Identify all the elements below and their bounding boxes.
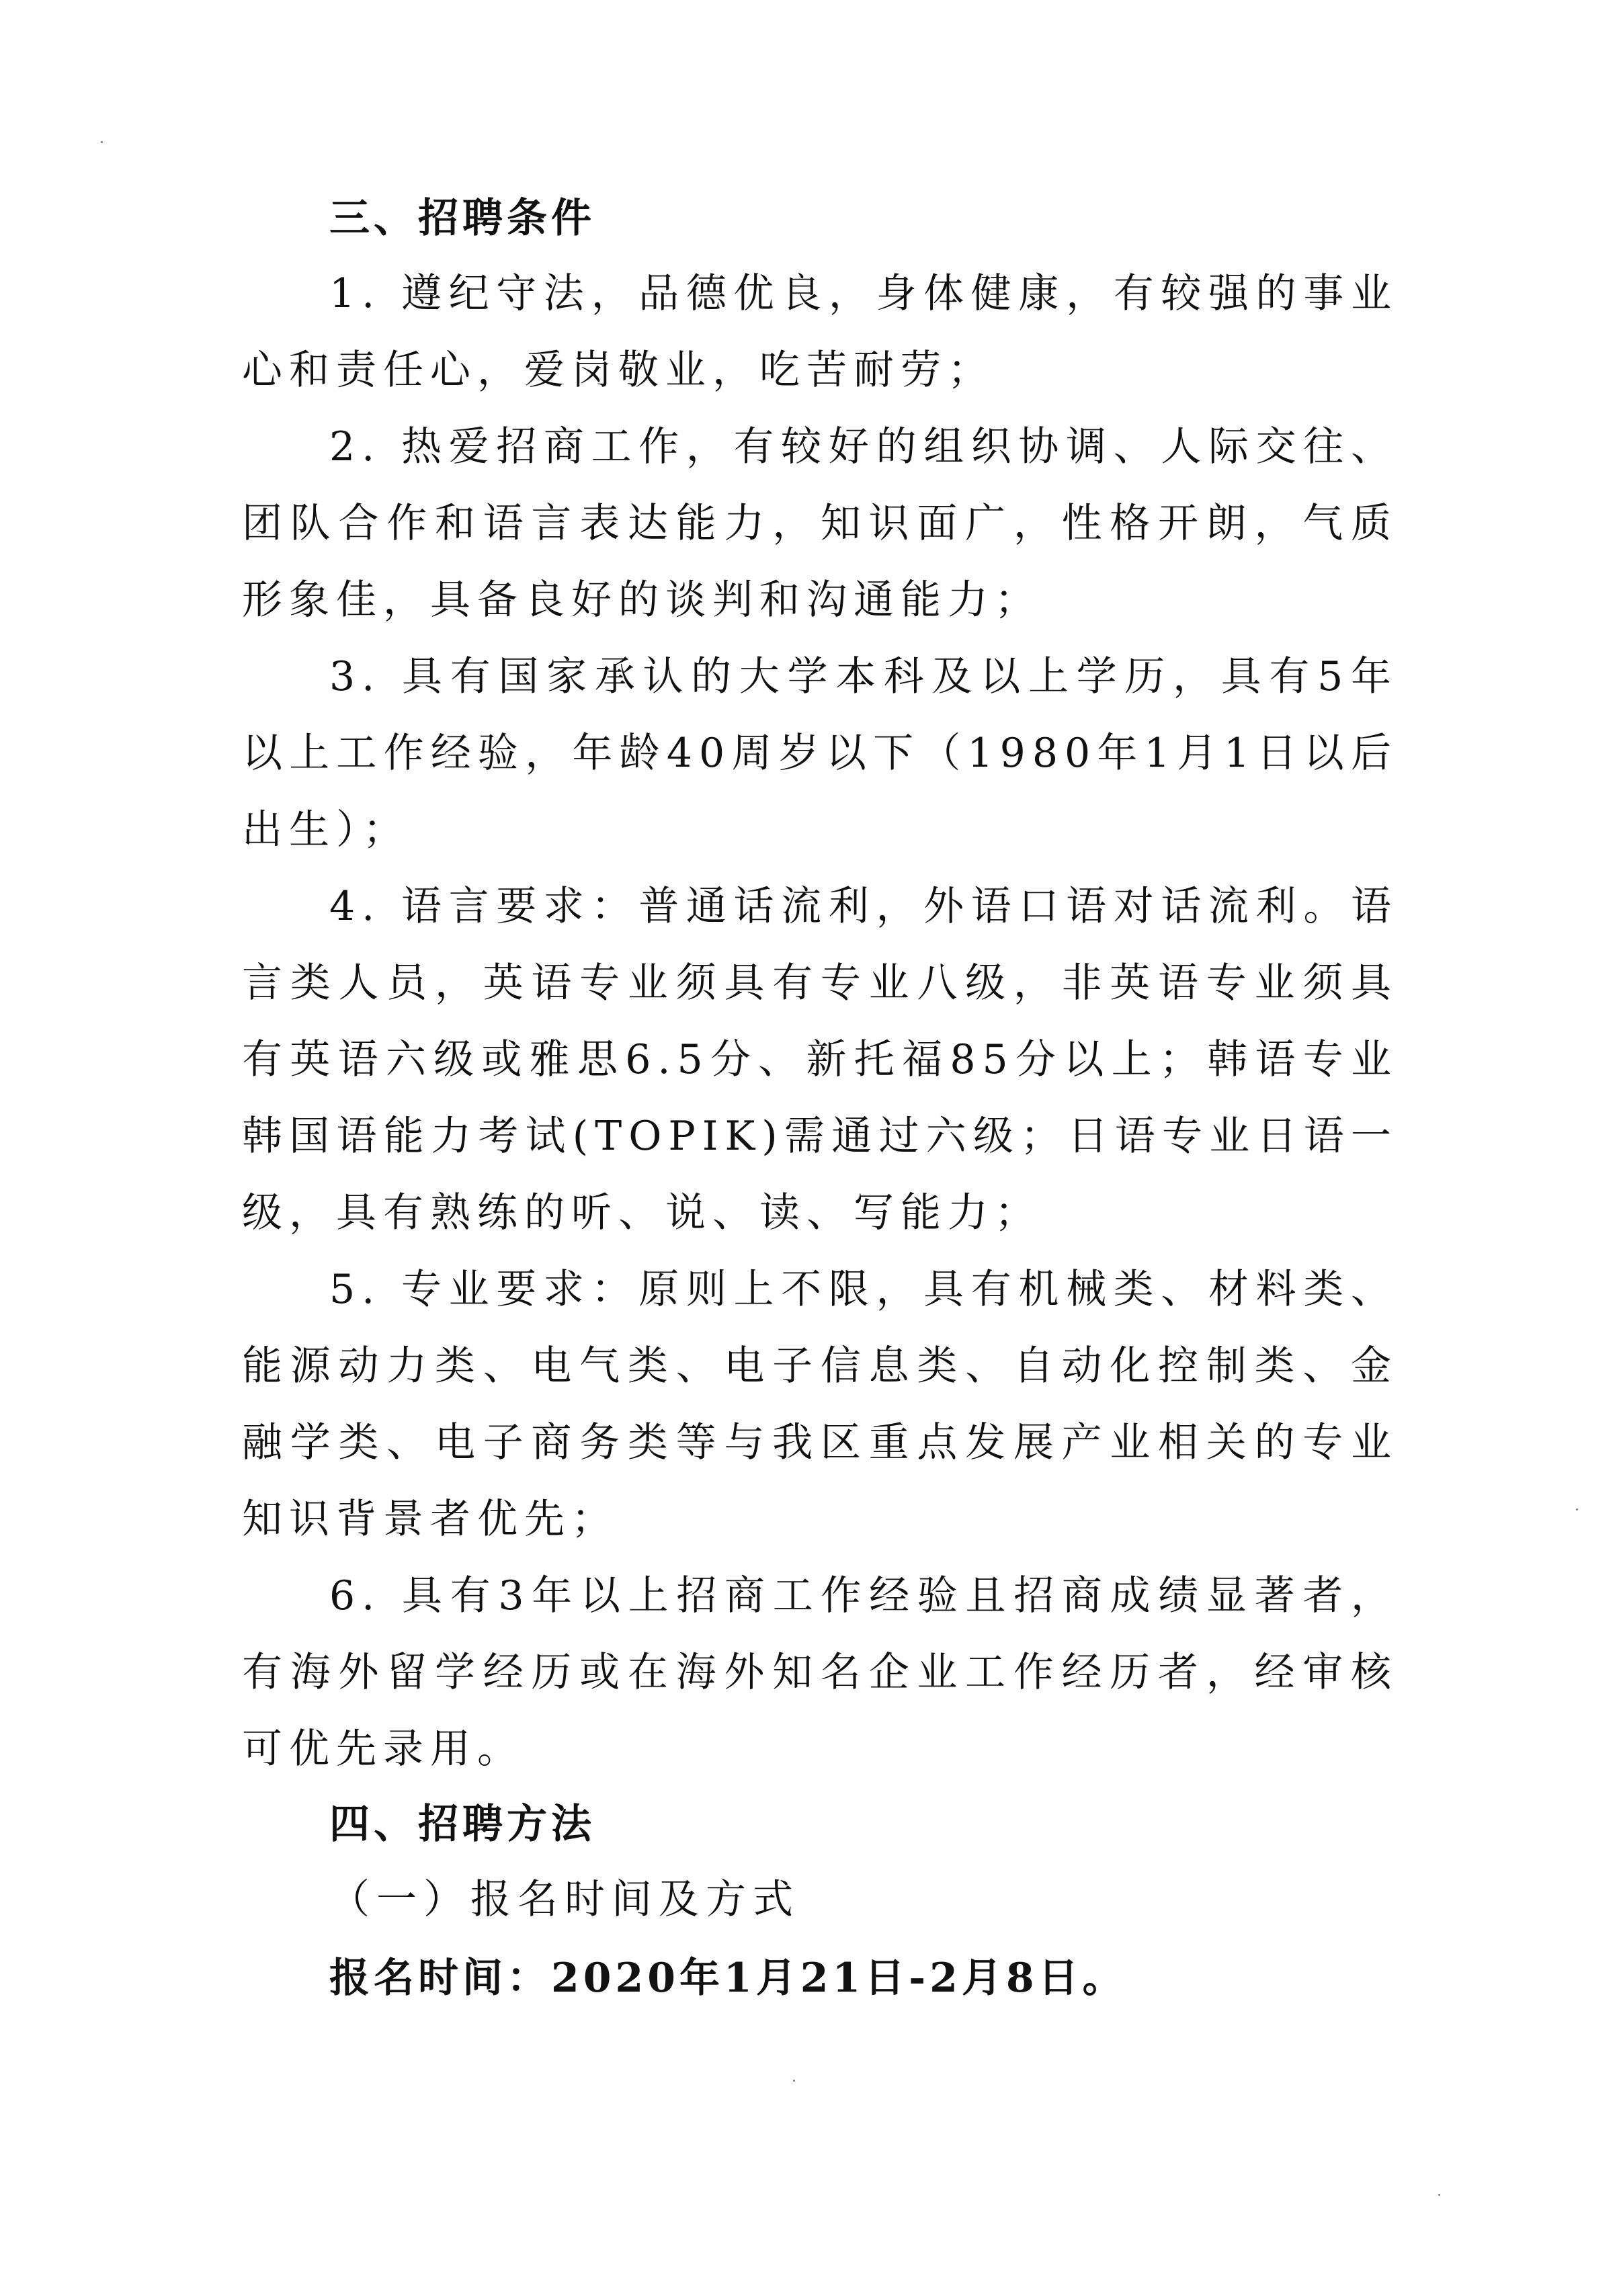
condition-item-6: 6. 具有3年以上招商工作经验且招商成绩显著者，有海外留学经历或在海外知名企业工作经历者，经审核可优先录用。 <box>242 1572 1398 1773</box>
section-heading-recruitment-method: 四、招聘方法 <box>329 1801 595 1848</box>
scan-speck <box>1576 1508 1578 1511</box>
document-body <box>242 181 1398 2018</box>
subheading-registration: （一）报名时间及方式 <box>329 1876 800 1923</box>
scan-speck <box>101 141 103 143</box>
scan-speck <box>1438 2194 1440 2196</box>
registration-time: 报名时间：2020年1月21日-2月8日。 <box>329 1955 1127 2002</box>
condition-item-1: 1. 遵纪守法，品德优良，身体健康，有较强的事业心和责任心，爱岗敬业，吃苦耐劳； <box>242 270 1398 394</box>
condition-item-4: 4. 语言要求：普通话流利，外语口语对话流利。语言类人员，英语专业须具有专业八级，非英语专业须具有英语六级或雅思6.5分、新托福85分以上；韩语专业韩国语能力考试(TOPIK)需通过六级；日语专业日语一级，具有熟练的听、说、读、写能力； <box>242 883 1398 1236</box>
condition-item-3: 3. 具有国家承认的大学本科及以上学历，具有5年以上工作经验，年龄40周岁以下（1980年1月1日以后出生）； <box>242 653 1398 853</box>
scan-speck <box>793 2080 795 2082</box>
condition-item-2: 2. 热爱招商工作，有较好的组织协调、人际交往、团队合作和语言表达能力，知识面广，性格开朗，气质形象佳，具备良好的谈判和沟通能力； <box>242 423 1398 624</box>
condition-item-5: 5. 专业要求：原则上不限，具有机械类、材料类、能源动力类、电气类、电子信息类、自动化控制类、金融学类、电子商务类等与我区重点发展产业相关的专业知识背景者优先； <box>242 1266 1398 1543</box>
section-heading-recruitment-conditions: 三、招聘条件 <box>329 195 595 242</box>
